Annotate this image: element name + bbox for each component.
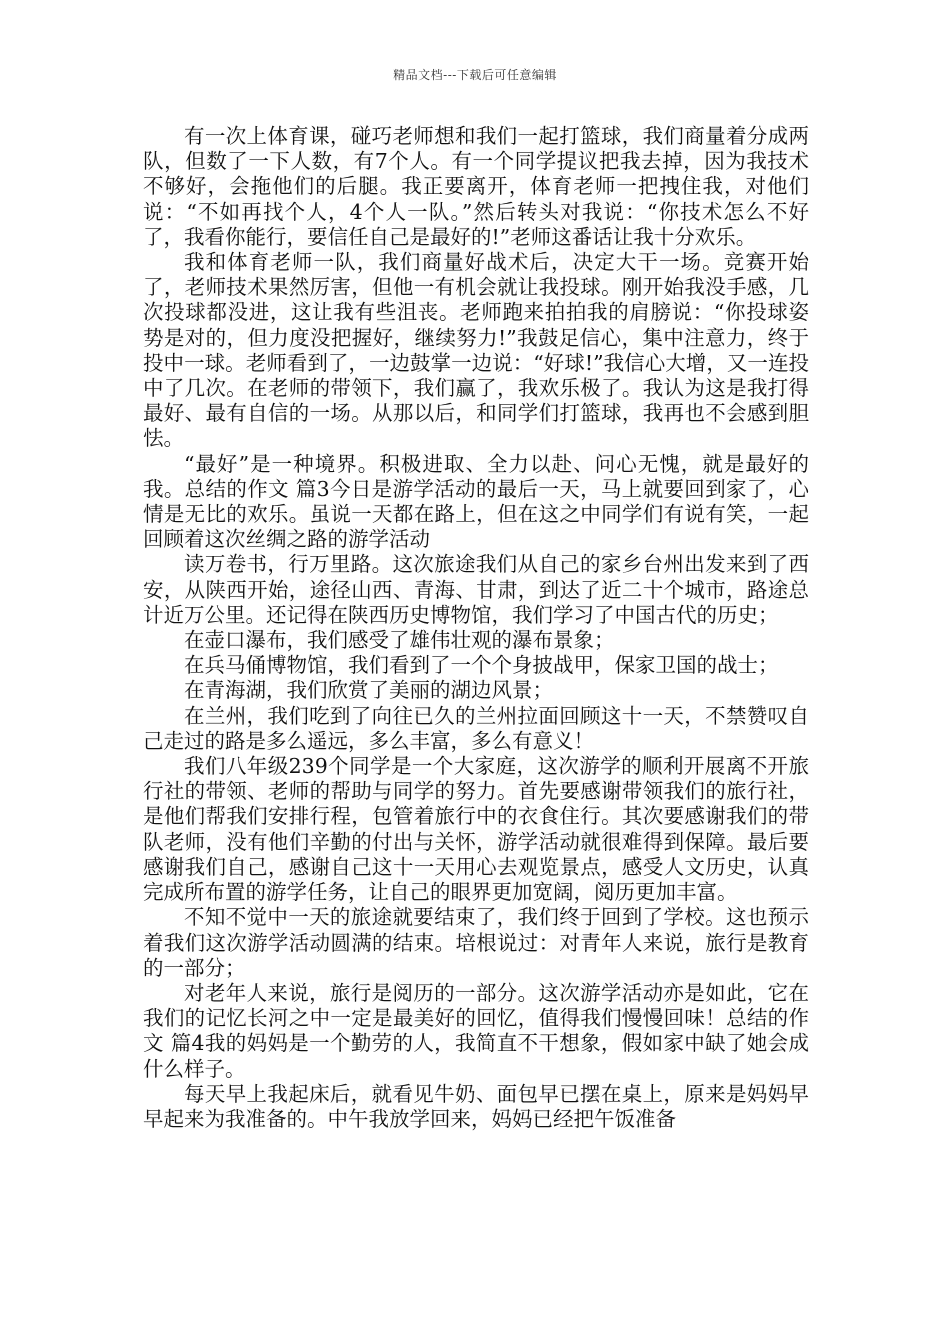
paragraph: 对老年人来说，旅行是阅历的一部分。这次游学活动亦是如此，它在我们的记忆长河之中一定是最美好的回忆，值得我们慢慢回味！总结的作文 篇4我的妈妈是一个勤劳的人，我简直不干想象，假如家中缺了她会成什么样子。 (143, 980, 809, 1081)
paragraph: “最好”是一种境界。积极进取、全力以赴、问心无愧，就是最好的我。总结的作文 篇3今日是游学活动的最后一天，马上就要回到家了，心情是无比的欢乐。虽说一天都在路上，但在这之中同学们有说有笑，一起回顾着这次丝绸之路的游学活动 (143, 451, 809, 552)
paragraph: 在兰州，我们吃到了向往已久的兰州拉面回顾这十一天，不禁赞叹自己走过的路是多么遥远，多么丰富，多么有意义！ (143, 703, 809, 753)
paragraph: 不知不觉中一天的旅途就要结束了，我们终于回到了学校。这也预示着我们这次游学活动圆满的结束。培根说过：对青年人来说，旅行是教育的一部分； (143, 905, 809, 980)
paragraph: 我和体育老师一队，我们商量好战术后，决定大干一场。竞赛开始了，老师技术果然厉害，但他一有机会就让我投球。刚开始我没手感，几次投球都没进，这让我有些沮丧。老师跑来拍拍我的肩膀说：“你投球姿势是对的，但力度没把握好，继续努力!”我鼓足信心，集中注意力，终于投中一球。老师看到了，一边鼓掌一边说：“好球!”我信心大增，又一连投中了几次。在老师的带领下，我们赢了，我欢乐极了。我认为这是我打得最好、最有自信的一场。从那以后，和同学们打篮球，我再也不会感到胆怯。 (143, 250, 809, 451)
paragraph: 在壶口瀑布，我们感受了雄伟壮观的瀑布景象； (184, 628, 615, 653)
paragraph: 读万卷书，行万里路。这次旅途我们从自己的家乡台州出发来到了西安，从陕西开始，途径山西、青海、甘肃，到达了近二十个城市，路途总计近万公里。还记得在陕西历史博物馆，我们学习了中国古代的历史； (143, 552, 809, 627)
paragraph: 每天早上我起床后，就看见牛奶、面包早已摆在桌上，原来是妈妈早早起来为我准备的。中午我放学回来，妈妈已经把午饭准备 (143, 1081, 809, 1131)
paragraph: 有一次上体育课，碰巧老师想和我们一起打篮球，我们商量着分成两队，但数了一下人数，有7个人。有一个同学提议把我去掉，因为我技术不够好，会拖他们的后腿。我正要离开，体育老师一把拽住我，对他们说：“不如再找个人，4个人一队。”然后转头对我说：“你技术怎么不好了，我看你能行，要信任自己是最好的!”老师这番话让我十分欢乐。 (143, 124, 809, 249)
paragraph: 在兵马俑博物馆，我们看到了一个个身披战甲，保家卫国的战士； (184, 653, 779, 678)
paragraph: 我们八年级239个同学是一个大家庭，这次游学的顺利开展离不开旅行社的带领、老师的帮助与同学的努力。首先要感谢带领我们的旅行社，是他们帮我们安排行程，包管着旅行中的衣食住行。其次要感谢我们的带队老师，没有他们辛勤的付出与关怀，游学活动就很难得到保障。最后要感谢我们自己，感谢自己这十一天用心去观览景点，感受人文历史，认真完成所布置的游学任务，让自己的眼界更加宽阔，阅历更加丰富。 (143, 754, 809, 905)
paragraph: 在青海湖，我们欣赏了美丽的湖边风景； (184, 678, 553, 703)
page-header: 精品文档---下载后可任意编辑 (393, 68, 557, 82)
document-body (143, 124, 809, 1132)
